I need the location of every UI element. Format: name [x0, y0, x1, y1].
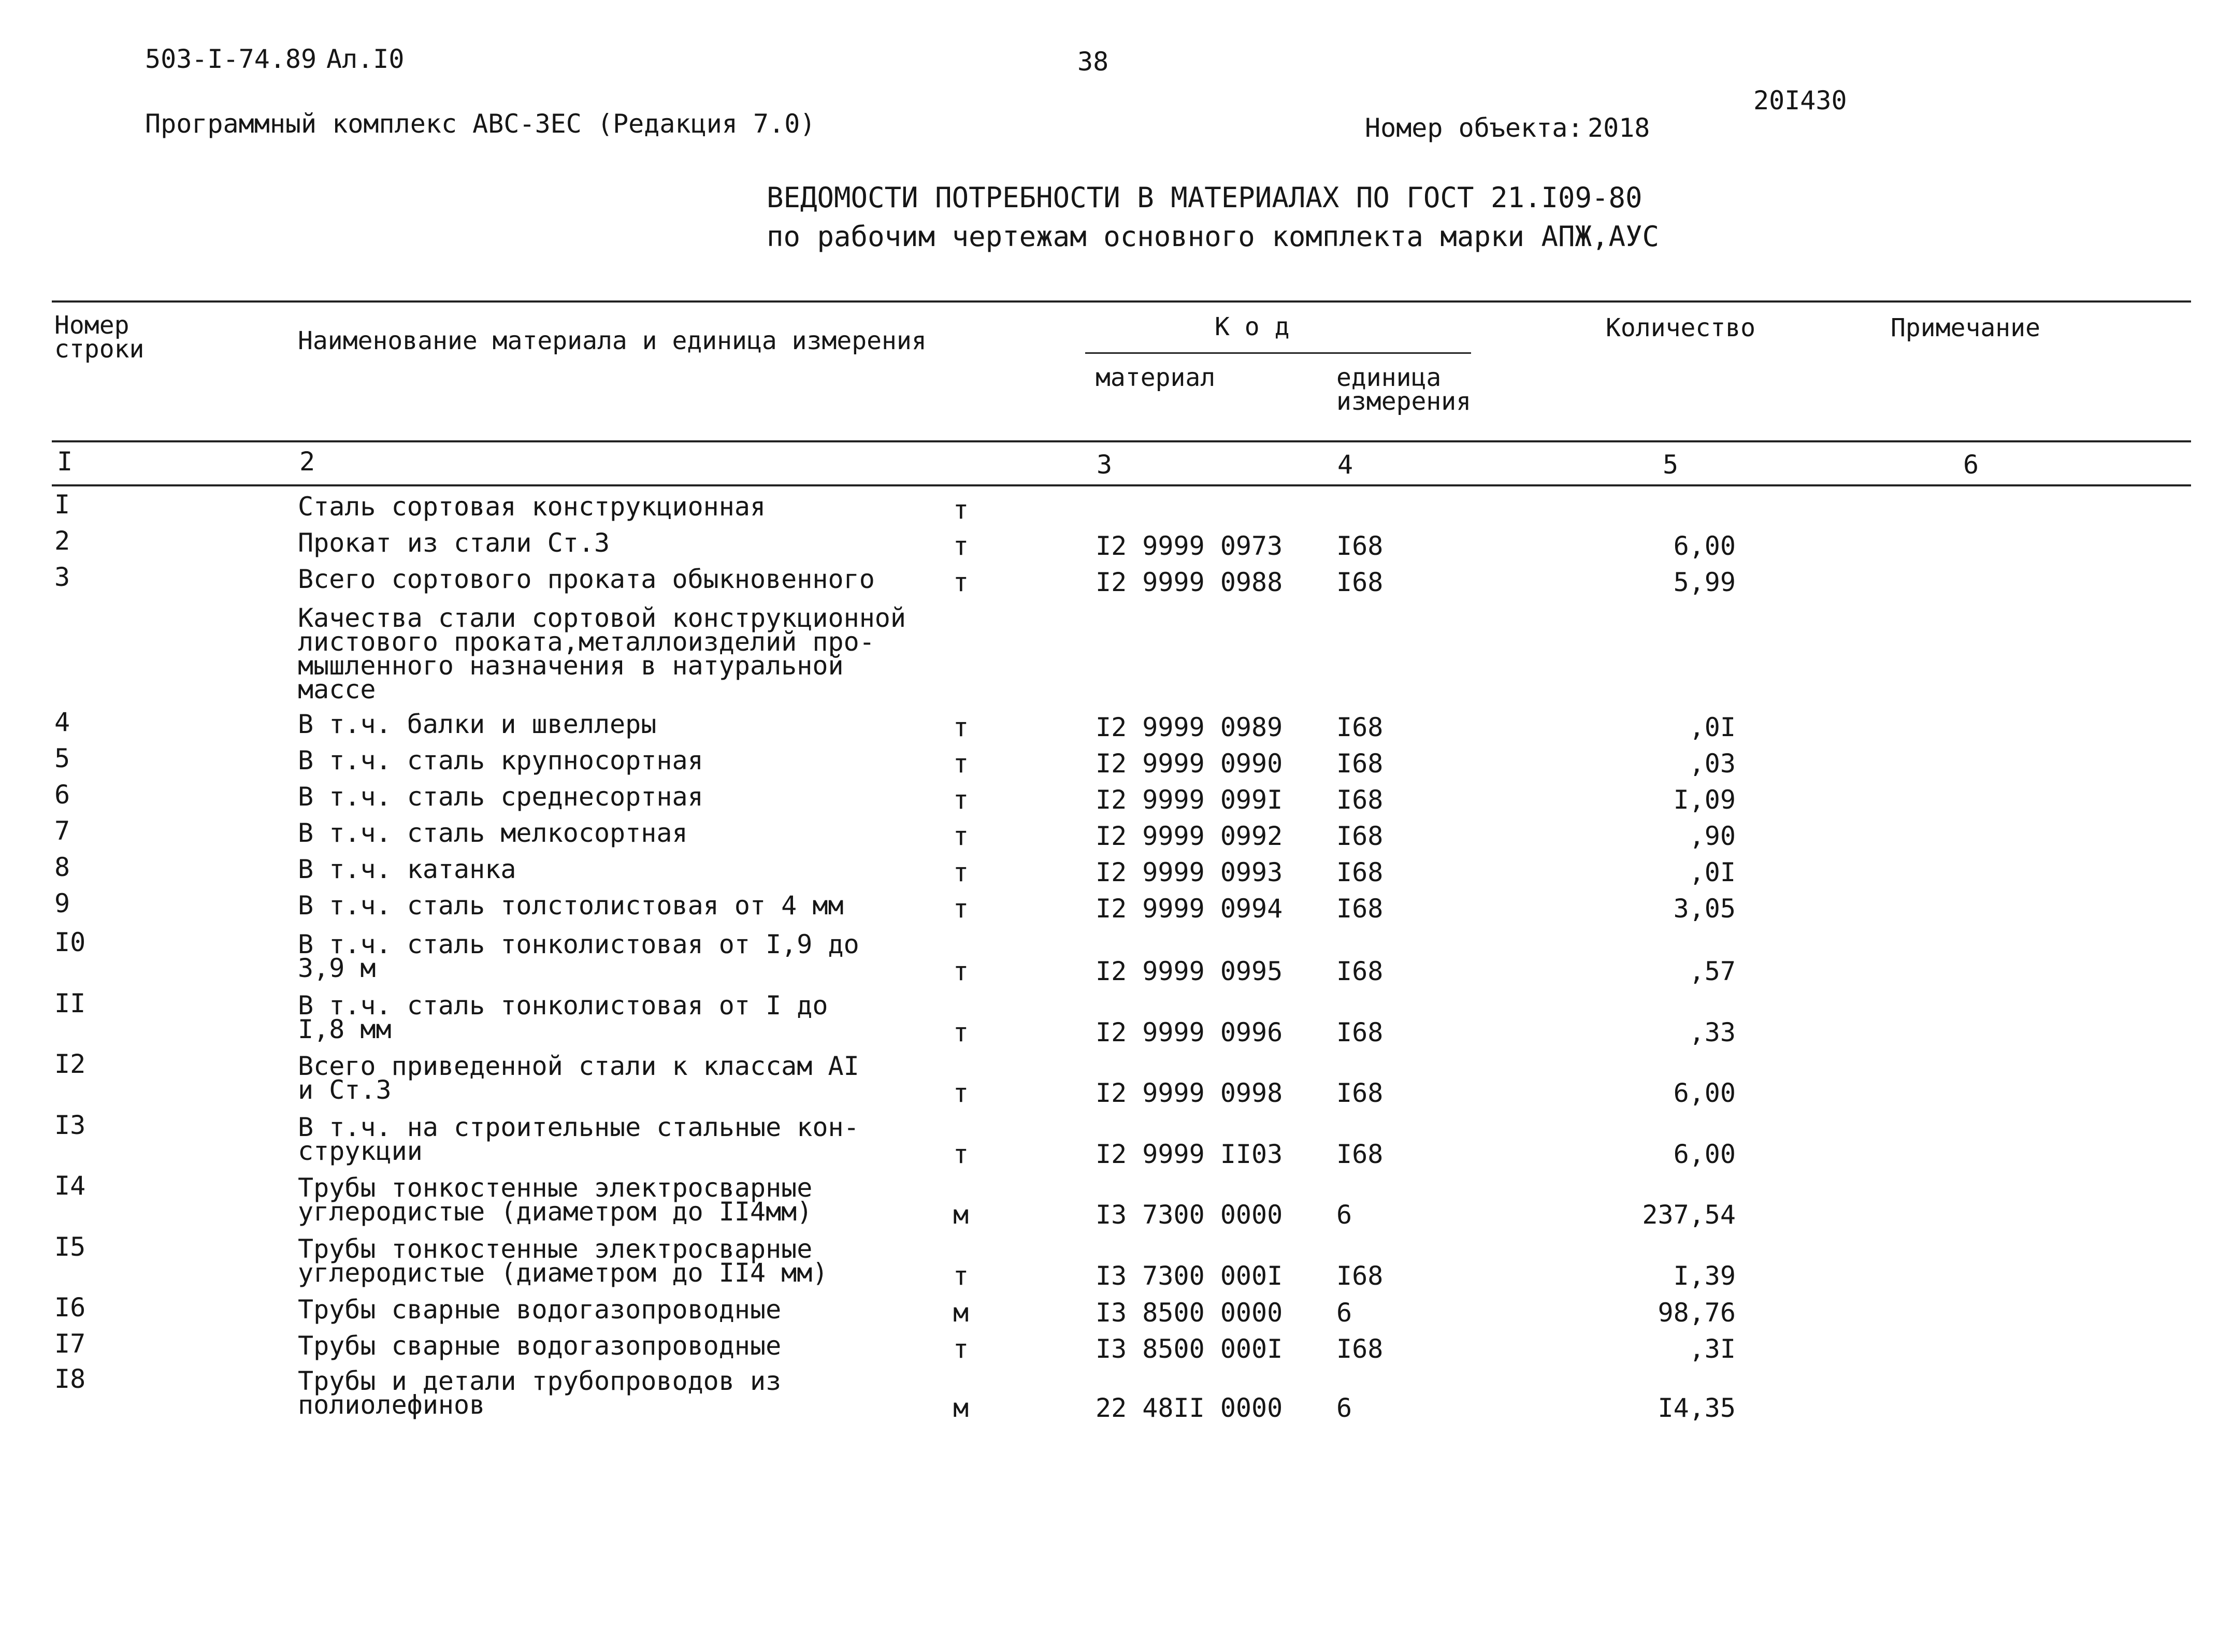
document-title: ВЕДОМОСТИ ПОТРЕБНОСТИ В МАТЕРИАЛАХ ПО ГОСТ 21.I09-80 — [767, 181, 1643, 214]
quantity-value: ,0I — [1689, 857, 1736, 887]
series-code: 503-I-74.89 — [145, 44, 317, 74]
column-number-5: 5 — [1663, 450, 1679, 480]
unit-code: I68 — [1336, 1334, 1384, 1364]
material-code: I2 9999 0990 — [1096, 749, 1283, 779]
material-name: В т.ч. сталь среднесортная — [298, 782, 703, 812]
material-name: Трубы тонкостенные электросварные углеродистые (диаметром до II4мм) — [298, 1173, 813, 1227]
header-material-name: Наименование материала и единица измерения — [298, 326, 927, 355]
code-subheader-rule — [1085, 352, 1471, 354]
material-name: Трубы и детали трубопроводов из полиолефинов — [298, 1366, 782, 1420]
row-number: 2 — [54, 526, 70, 556]
row-number: II — [54, 988, 86, 1018]
material-code: I2 9999 0973 — [1096, 531, 1283, 561]
header-code: К о д — [1215, 312, 1290, 341]
row-number: I5 — [54, 1232, 86, 1262]
material-code: I3 7300 0000 — [1096, 1200, 1283, 1230]
row-number: 4 — [54, 707, 70, 737]
unit-code: I68 — [1336, 857, 1384, 887]
material-code: I2 9999 0993 — [1096, 857, 1283, 887]
unit-of-measure: т — [953, 567, 969, 597]
row-number: I2 — [54, 1049, 86, 1079]
column-number-2: 2 — [299, 447, 315, 477]
unit-code: I68 — [1336, 894, 1384, 924]
material-code: I2 9999 0996 — [1096, 1017, 1283, 1047]
unit-code: 6 — [1336, 1298, 1352, 1328]
material-code: I2 9999 0995 — [1096, 956, 1283, 986]
column-numbers-rule — [52, 484, 2191, 486]
material-name: В т.ч. сталь толстолистовая от 4 мм — [298, 890, 844, 921]
unit-code: 6 — [1336, 1393, 1352, 1423]
header-bottom-rule — [52, 440, 2191, 442]
row-number: 8 — [54, 852, 70, 882]
material-code: I3 8500 0000 — [1096, 1298, 1283, 1328]
column-number-6: 6 — [1963, 450, 1979, 480]
material-name: В т.ч. катанка — [298, 854, 516, 884]
unit-code: I68 — [1336, 749, 1384, 779]
row-number: 6 — [54, 780, 70, 810]
program-name: Программный комплекс АВС-3ЕС (Редакция 7.0) — [145, 109, 816, 139]
material-code: I2 9999 0994 — [1096, 894, 1283, 924]
material-name: Трубы тонкостенные электросварные углеродистые (диаметром до II4 мм) — [298, 1234, 828, 1288]
quantity-value: I4,35 — [1658, 1393, 1736, 1423]
row-number: I — [54, 490, 70, 520]
unit-of-measure: т — [953, 894, 969, 924]
quantity-value: ,57 — [1689, 956, 1736, 986]
quantity-value: 6,00 — [1673, 531, 1736, 561]
material-code: 22 48II 0000 — [1096, 1393, 1283, 1423]
unit-code: 6 — [1336, 1200, 1352, 1230]
unit-code: I68 — [1336, 785, 1384, 815]
quantity-value: 3,05 — [1673, 894, 1736, 924]
material-code: I2 9999 099I — [1096, 785, 1283, 815]
quantity-value: 98,76 — [1658, 1298, 1736, 1328]
unit-of-measure: т — [953, 1139, 969, 1169]
object-label: Номер объекта: — [1365, 113, 1583, 143]
column-number-1: I — [57, 447, 73, 477]
material-code: I3 7300 000I — [1096, 1261, 1283, 1291]
sheet-code: 20I430 — [1753, 85, 1847, 116]
unit-of-measure: т — [953, 495, 969, 525]
quantity-value: 6,00 — [1673, 1139, 1736, 1169]
row-number: I0 — [54, 927, 86, 957]
row-number: I6 — [54, 1292, 86, 1323]
material-name: Всего сортового проката обыкновенного — [298, 564, 875, 594]
unit-code: I68 — [1336, 956, 1384, 986]
unit-of-measure: т — [953, 821, 969, 851]
quantity-value: 237,54 — [1642, 1200, 1736, 1230]
header-note: Примечание — [1891, 313, 2040, 342]
material-name: В т.ч. балки и швеллеры — [298, 709, 657, 739]
material-name: В т.ч. сталь мелкосортная — [298, 818, 688, 848]
unit-of-measure: т — [953, 857, 969, 887]
row-number: I3 — [54, 1110, 86, 1140]
document-subtitle: по рабочим чертежам основного комплекта марки АПЖ,АУС — [767, 220, 1660, 253]
unit-code: I68 — [1336, 1017, 1384, 1047]
row-number: I7 — [54, 1329, 86, 1359]
row-number: 9 — [54, 888, 70, 918]
material-name: Всего приведенной стали к классам AI и Ст.3 — [298, 1051, 859, 1105]
quantity-value: 6,00 — [1673, 1078, 1736, 1108]
quantity-value: ,33 — [1689, 1017, 1736, 1047]
header-row-number: Номер строки — [54, 311, 145, 364]
unit-of-measure: м — [953, 1298, 969, 1328]
header-quantity: Количество — [1606, 313, 1755, 342]
material-code: I2 9999 0992 — [1096, 821, 1283, 851]
quantity-value: ,3I — [1689, 1334, 1736, 1364]
table-top-rule — [52, 300, 2191, 303]
unit-of-measure: т — [953, 712, 969, 742]
quantity-value: I,09 — [1673, 785, 1736, 815]
quantity-value: ,03 — [1689, 749, 1736, 779]
unit-of-measure: т — [953, 1261, 969, 1291]
object-number: 2018 — [1588, 113, 1650, 143]
row-number: 5 — [54, 743, 70, 773]
unit-code: I68 — [1336, 531, 1384, 561]
material-name: Прокат из стали Ст.3 — [298, 528, 610, 558]
row-number: I4 — [54, 1171, 86, 1201]
unit-code: I68 — [1336, 1078, 1384, 1108]
unit-of-measure: м — [953, 1393, 969, 1423]
quantity-value: I,39 — [1673, 1261, 1736, 1291]
page-number: 38 — [1077, 47, 1109, 77]
header-code-unit: единица измерения — [1336, 363, 1472, 416]
material-name: Качества стали сортовой конструкционной листового проката,металлоизделий про- мышленного назначения в натуральной массе — [298, 603, 906, 705]
material-name: В т.ч. на строительные стальные кон- струкции — [298, 1112, 859, 1166]
material-name: В т.ч. сталь тонколистовая от I до I,8 мм — [298, 990, 828, 1044]
column-number-3: 3 — [1097, 450, 1113, 480]
unit-of-measure: м — [953, 1200, 969, 1230]
column-number-4: 4 — [1337, 450, 1353, 480]
material-code: I2 9999 II03 — [1096, 1139, 1283, 1169]
material-name: В т.ч. сталь крупносортная — [298, 745, 703, 775]
unit-code: I68 — [1336, 567, 1384, 597]
quantity-value: 5,99 — [1673, 567, 1736, 597]
material-code: I3 8500 000I — [1096, 1334, 1283, 1364]
row-number: 3 — [54, 562, 70, 592]
unit-of-measure: т — [953, 531, 969, 561]
material-code: I2 9999 0998 — [1096, 1078, 1283, 1108]
material-code: I2 9999 0989 — [1096, 712, 1283, 742]
material-name: Сталь сортовая конструкционная — [298, 492, 766, 522]
row-number: 7 — [54, 816, 70, 846]
unit-of-measure: т — [953, 1334, 969, 1364]
unit-of-measure: т — [953, 956, 969, 986]
unit-of-measure: т — [953, 1078, 969, 1108]
unit-of-measure: т — [953, 1017, 969, 1047]
album-number: Ал.I0 — [326, 44, 405, 74]
unit-code: I68 — [1336, 1261, 1384, 1291]
material-name: Трубы сварные водогазопроводные — [298, 1295, 782, 1325]
material-code: I2 9999 0988 — [1096, 567, 1283, 597]
unit-of-measure: т — [953, 749, 969, 779]
material-name: В т.ч. сталь тонколистовая от I,9 до 3,9 м — [298, 929, 859, 983]
unit-code: I68 — [1336, 712, 1384, 742]
header-code-material: материал — [1096, 363, 1216, 392]
material-name: Трубы сварные водогазопроводные — [298, 1331, 782, 1361]
unit-code: I68 — [1336, 821, 1384, 851]
row-number: I8 — [54, 1364, 86, 1394]
quantity-value: ,0I — [1689, 712, 1736, 742]
quantity-value: ,90 — [1689, 821, 1736, 851]
unit-of-measure: т — [953, 785, 969, 815]
unit-code: I68 — [1336, 1139, 1384, 1169]
